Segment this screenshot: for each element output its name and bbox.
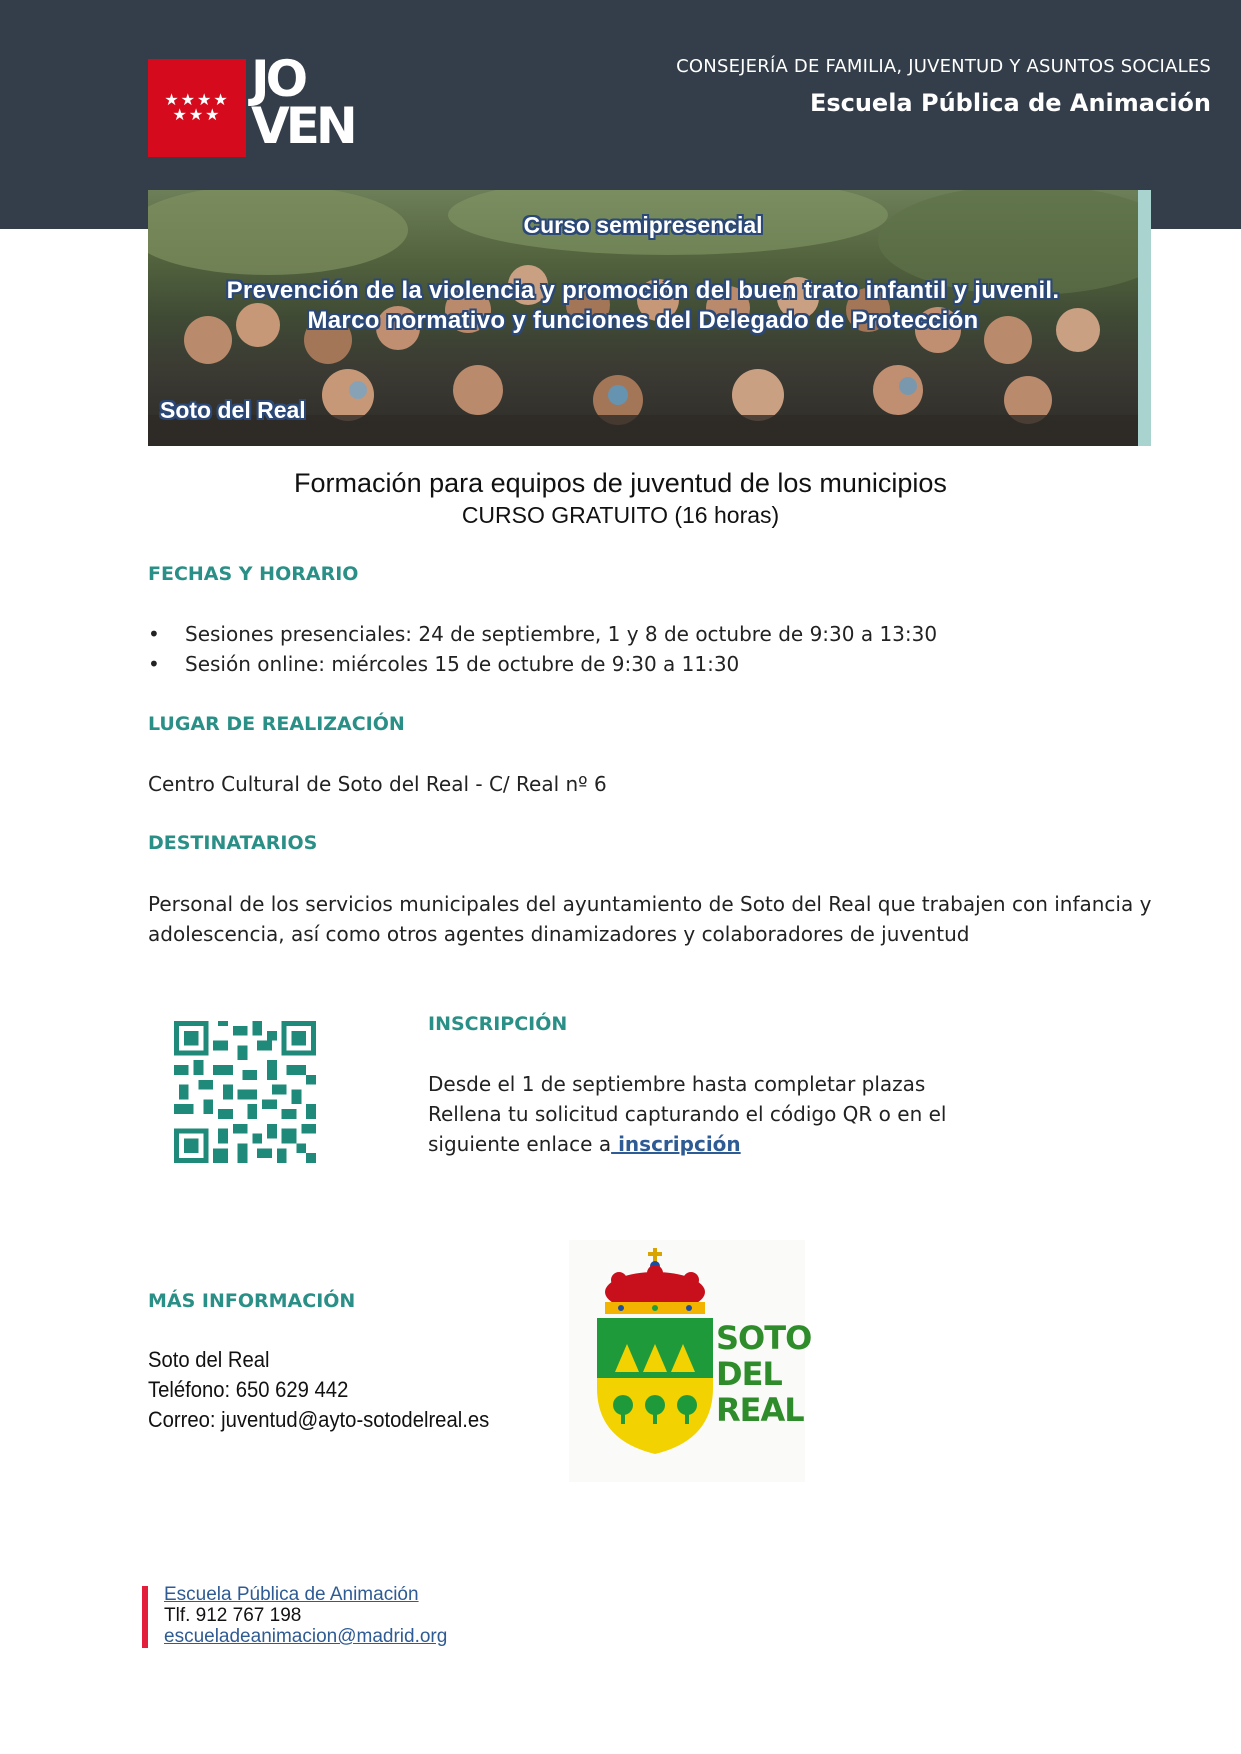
banner-title-line2: Marco normativo y funciones del Delegado de Protección	[307, 307, 979, 334]
section-heading-fechas: FECHAS Y HORARIO	[148, 563, 359, 585]
footer-email-link[interactable]: escueladeanimacion@madrid.org	[164, 1626, 448, 1647]
qr-code-icon[interactable]	[174, 1021, 316, 1163]
inscripcion-line1: Desde el 1 de septiembre hasta completar plazas	[428, 1072, 926, 1096]
soto-del-real-logo-text: SOTO DEL REAL	[716, 1319, 812, 1429]
banner-title-line1: Prevención de la violencia y promoción del buen trato infantil y juvenil.	[226, 277, 1060, 304]
bullet-icon: •	[148, 622, 160, 646]
banner-accent-bar	[1138, 190, 1151, 446]
header-escuela-title: Escuela Pública de Animación	[809, 89, 1211, 117]
inscripcion-link[interactable]: inscripción	[611, 1132, 741, 1156]
course-banner	[148, 190, 1138, 446]
inscripcion-line2: Rellena tu solicitud capturando el código QR o en el	[428, 1102, 947, 1126]
banner-subtitle: Curso semipresencial	[523, 212, 763, 238]
list-item	[148, 622, 938, 646]
intro-formacion: Formación para equipos de juventud de los municipios	[294, 468, 947, 498]
inscripcion-line3	[428, 1129, 741, 1159]
mas-info-lugar: Soto del Real	[148, 1347, 270, 1372]
list-item	[148, 652, 740, 676]
section-heading-inscripcion: INSCRIPCIÓN	[428, 1013, 568, 1035]
bullet-icon: •	[148, 652, 160, 676]
lugar-text: Centro Cultural de Soto del Real - C/ Real nº 6	[148, 772, 607, 796]
section-heading-lugar: LUGAR DE REALIZACIÓN	[148, 713, 405, 735]
footer-accent-bar	[142, 1586, 148, 1648]
intro-curso-gratuito: CURSO GRATUITO (16 horas)	[461, 502, 780, 528]
section-heading-destinatarios: DESTINATARIOS	[148, 832, 318, 854]
section-heading-mas-informacion: MÁS INFORMACIÓN	[148, 1290, 356, 1312]
fechas-item-presenciales: Sesiones presenciales: 24 de septiembre, 1 y 8 de octubre de 9:30 a 13:30	[185, 622, 938, 646]
mas-info-telefono: Teléfono: 650 629 442	[148, 1377, 349, 1402]
inscripcion-line3-prefix: siguiente enlace a	[428, 1132, 612, 1156]
fechas-item-online: Sesión online: miércoles 15 de octubre de 9:30 a 11:30	[185, 652, 740, 676]
stars-icon: ★★★★ ★★★	[164, 90, 230, 124]
footer-phone: Tlf. 912 767 198	[164, 1605, 302, 1626]
header-consejeria: CONSEJERÍA DE FAMILIA, JUVENTUD Y ASUNTOS SOCIALES	[676, 56, 1211, 77]
mas-info-correo: Correo: juventud@ayto-sotodelreal.es	[148, 1407, 490, 1432]
soto-del-real-logo	[569, 1240, 812, 1482]
destinatarios-text: Personal de los servicios municipales del ayuntamiento de Soto del Real que trabajen con infancia y adolescencia, así como otros agentes dinamizadores y colaboradores de juventud	[148, 892, 1152, 946]
comunidad-madrid-flag-logo	[148, 59, 246, 157]
footer-escuela-link[interactable]: Escuela Pública de Animación	[164, 1584, 419, 1605]
joven-logo: JO VEN	[251, 50, 354, 155]
banner-location: Soto del Real	[160, 397, 306, 423]
